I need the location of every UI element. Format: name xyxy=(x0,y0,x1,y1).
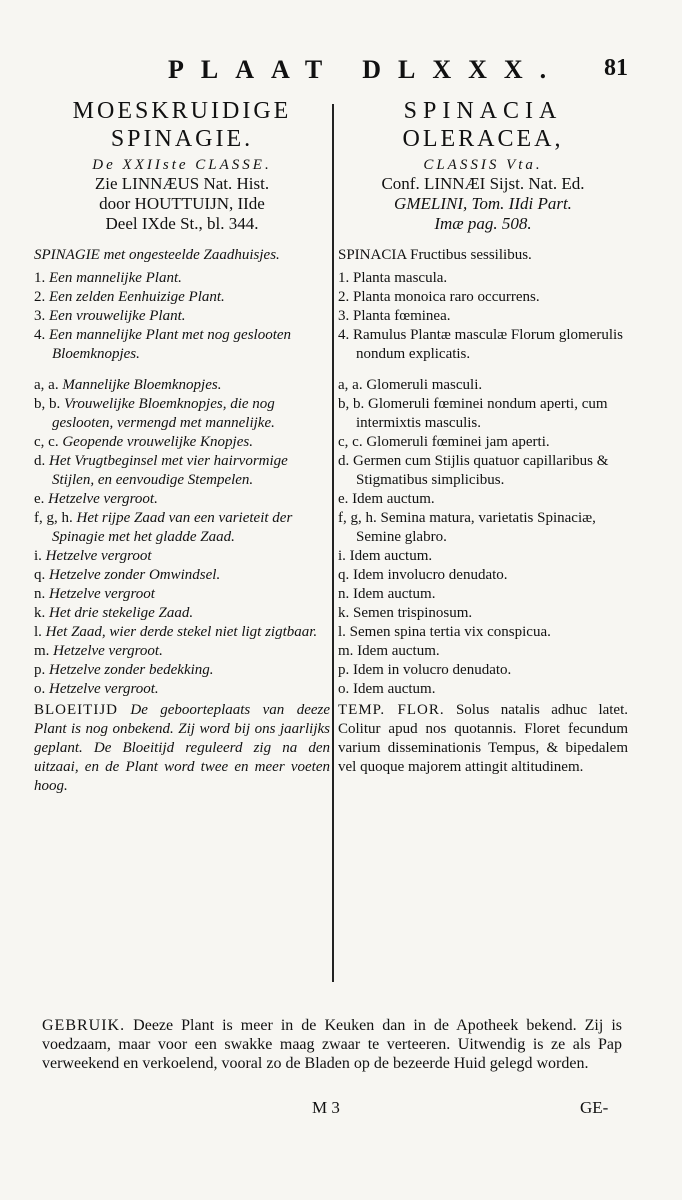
figure-entry xyxy=(338,547,628,566)
figure-text: Hetzelve zonder Omwindsel. xyxy=(49,567,221,583)
figure-entry xyxy=(338,509,628,547)
figure-entry xyxy=(34,604,330,623)
figure-text: Semen spina tertia vix conspicua. xyxy=(349,624,551,640)
figure-text: Mannelijke Bloemknopjes. xyxy=(62,377,222,393)
figure-key: f, g, h. xyxy=(34,510,73,526)
figure-entry xyxy=(34,452,330,490)
figure-entry xyxy=(34,680,330,699)
figure-entry xyxy=(338,623,628,642)
page-header xyxy=(0,55,682,89)
figure-text: Geopende vrouwelijke Knopjes. xyxy=(62,434,253,450)
figure-entry xyxy=(34,395,330,433)
figure-text: Glomeruli fœminei jam aperti. xyxy=(366,434,550,450)
figure-key: k. xyxy=(338,605,350,621)
figure-text: Idem in volucro denudato. xyxy=(353,662,512,678)
figure-entry xyxy=(34,433,330,452)
page-number: 81 xyxy=(604,55,628,81)
figure-text: Planta mascula. xyxy=(353,270,448,286)
dutch-ref-line2: door HOUTTUIJN, IIde xyxy=(99,194,265,213)
figure-entry xyxy=(338,376,628,395)
figure-key: p. xyxy=(34,662,46,678)
figure-key: 3. xyxy=(34,308,46,324)
figure-entry xyxy=(34,585,330,604)
figure-entry xyxy=(34,288,330,307)
figure-text: Vrouwelijke Bloemknopjes, die nog geslooten, vermengd met mannelijke. xyxy=(52,396,275,431)
figure-text: Hetzelve vergroot xyxy=(49,586,155,602)
figure-text: Glomeruli fœminei nondum aperti, cum intermixtis masculis. xyxy=(356,396,608,431)
figure-text: Planta monoica raro occurrens. xyxy=(353,289,540,305)
figure-text: Idem auctum. xyxy=(353,586,436,602)
figure-key: k. xyxy=(34,605,46,621)
figure-text: Een mannelijke Plant met nog geslooten Bloemknopjes. xyxy=(49,327,292,362)
latin-description: SPINACIA Fructibus sessilibus. xyxy=(338,247,532,263)
dutch-column xyxy=(34,97,330,796)
figure-text: Een vrouwelijke Plant. xyxy=(49,308,186,324)
figure-key: 3. xyxy=(338,308,350,324)
figure-entry xyxy=(338,269,628,288)
dutch-classe: De XXIIste CLASSE. xyxy=(92,157,272,173)
figure-entry xyxy=(34,269,330,288)
figure-text: Hetzelve vergroot. xyxy=(48,491,158,507)
gebruik-label: GEBRUIK. xyxy=(42,1017,126,1034)
figure-key: l. xyxy=(34,624,42,640)
figure-text: Glomeruli masculi. xyxy=(366,377,483,393)
figure-text: Hetzelve vergroot xyxy=(45,548,152,564)
figure-entry xyxy=(34,661,330,680)
figure-key: c, c. xyxy=(34,434,59,450)
figure-key: 2. xyxy=(338,289,350,305)
figure-key: c, c. xyxy=(338,434,363,450)
figure-text: Een mannelijke Plant. xyxy=(49,270,182,286)
figure-text: Hetzelve zonder bedekking. xyxy=(49,662,214,678)
figure-text: Het Vrugtbeginsel met vier hairvormige Stijlen, en eenvoudige Stempelen. xyxy=(49,453,288,488)
figure-entry xyxy=(34,376,330,395)
latin-ref-line2: GMELINI, Tom. IIdi Part. xyxy=(394,194,572,213)
latin-temp-flor xyxy=(338,701,628,777)
gebruik-paragraph xyxy=(42,1016,622,1073)
figure-entry xyxy=(338,661,628,680)
figure-text: Semen trispinosum. xyxy=(353,605,473,621)
figure-text: Hetzelve vergroot. xyxy=(53,643,163,659)
figure-text: Germen cum Stijlis quatuor capillaribus & Stigmatibus simplicibus. xyxy=(353,453,609,488)
figure-key: o. xyxy=(34,681,46,697)
figure-key: m. xyxy=(338,643,354,659)
dutch-figures-b xyxy=(34,376,330,699)
figure-entry xyxy=(338,680,628,699)
figure-entry xyxy=(338,433,628,452)
page-footer xyxy=(0,1098,682,1120)
latin-classis: CLASSIS Vta. xyxy=(423,157,543,173)
figure-key: a, a. xyxy=(338,377,363,393)
figure-key: b, b. xyxy=(338,396,365,412)
dutch-ref-line3: Deel IXde St., bl. 344. xyxy=(105,214,259,233)
figure-text: Ramulus Plantæ masculæ Florum glomerulis nondum explicatis. xyxy=(353,327,623,362)
figure-key: i. xyxy=(338,548,346,564)
figure-key: b, b. xyxy=(34,396,61,412)
figure-key: i. xyxy=(34,548,42,564)
figure-entry xyxy=(338,604,628,623)
figure-text: Hetzelve vergroot. xyxy=(49,681,159,697)
figure-key: 1. xyxy=(34,270,46,286)
figure-key: m. xyxy=(34,643,50,659)
latin-title-line1: SPINACIA xyxy=(403,98,563,124)
latin-ref-line1: Conf. LINNÆI Sijst. Nat. Ed. xyxy=(381,174,585,193)
bloeitijd-label: BLOEITIJD xyxy=(34,702,118,718)
figure-entry xyxy=(338,307,628,326)
gebruik-text: Deeze Plant is meer in de Keuken dan in de Apotheek bekend. Zij is voedzaam, maar voor een swakke maag zwaar te verteeren. Uitwendig is ze als Pap verweekend en verkoelend, vooral zo de Bladen op de bezeerde Huid gelegd worden. xyxy=(42,1017,623,1072)
figure-text: Een zelden Eenhuizige Plant. xyxy=(49,289,225,305)
latin-column xyxy=(338,97,628,777)
figure-entry xyxy=(338,585,628,604)
signature-mark: M 3 xyxy=(312,1098,340,1117)
dutch-title-line2: SPINAGIE. xyxy=(110,126,254,152)
figure-entry xyxy=(34,642,330,661)
figure-key: n. xyxy=(34,586,46,602)
bloeitijd-text: De geboorteplaats van deeze Plant is nog onbekend. Zij word bij ons jaarlijks geplant. De Bloeitijd reguleerd zig na den uitzaai, en de Plant word twee en meer voeten hoog. xyxy=(34,702,331,794)
dutch-description: SPINAGIE met ongesteelde Zaadhuisjes. xyxy=(34,247,280,263)
figure-entry xyxy=(34,547,330,566)
figure-entry xyxy=(34,307,330,326)
figure-key: e. xyxy=(34,491,45,507)
figure-entry xyxy=(338,395,628,433)
dutch-figures-a xyxy=(34,269,330,364)
figure-entry xyxy=(34,509,330,547)
dutch-ref-line1: Zie LINNÆUS Nat. Hist. xyxy=(94,174,270,193)
temp-flor-label: TEMP. FLOR. xyxy=(338,702,445,718)
figure-entry xyxy=(338,452,628,490)
latin-figures-a xyxy=(338,269,628,364)
figure-key: 4. xyxy=(338,327,350,343)
figure-key: f, g, h. xyxy=(338,510,377,526)
figure-key: 4. xyxy=(34,327,46,343)
figure-key: o. xyxy=(338,681,350,697)
figure-key: q. xyxy=(338,567,350,583)
figure-key: a, a. xyxy=(34,377,59,393)
figure-text: Idem auctum. xyxy=(353,681,436,697)
figure-key: d. xyxy=(34,453,46,469)
figure-key: e. xyxy=(338,491,349,507)
figure-entry xyxy=(34,490,330,509)
figure-entry xyxy=(338,566,628,585)
figure-key: q. xyxy=(34,567,46,583)
figure-key: p. xyxy=(338,662,350,678)
column-divider xyxy=(332,104,334,982)
figure-text: Idem auctum. xyxy=(352,491,435,507)
latin-ref-line3: Imæ pag. 508. xyxy=(434,214,532,233)
figure-key: l. xyxy=(338,624,346,640)
figure-text: Idem auctum. xyxy=(349,548,433,564)
figure-text: Idem involucro denudato. xyxy=(353,567,508,583)
latin-title-line2: OLERACEA, xyxy=(402,126,564,152)
latin-figures-b xyxy=(338,376,628,699)
dutch-title-line1: MOESKRUIDIGE xyxy=(72,98,292,124)
catchword: GE- xyxy=(580,1098,609,1117)
figure-text: Het rijpe Zaad van een varieteit der Spinagie met het gladde Zaad. xyxy=(52,510,293,545)
temp-flor-text: Solus natalis adhuc latet. Colitur apud nos quotannis. Floret fecundum varium disseminationis Tempus, & bipedalem vel quoque majorem attingit altitudinem. xyxy=(338,702,629,775)
figure-entry xyxy=(338,326,628,364)
figure-text: Het drie stekelige Zaad. xyxy=(49,605,194,621)
figure-entry xyxy=(338,642,628,661)
figure-text: Planta fœminea. xyxy=(353,308,451,324)
figure-text: Het Zaad, wier derde stekel niet ligt zigtbaar. xyxy=(45,624,318,640)
figure-key: 2. xyxy=(34,289,46,305)
figure-key: n. xyxy=(338,586,350,602)
figure-text: Semina matura, varietatis Spinaciæ, Semine glabro. xyxy=(356,510,596,545)
figure-key: d. xyxy=(338,453,350,469)
plate-title: PLAAT DLXXX. xyxy=(168,55,564,84)
figure-entry xyxy=(34,326,330,364)
figure-entry xyxy=(338,288,628,307)
dutch-bloeitijd xyxy=(34,701,330,796)
figure-text: Idem auctum. xyxy=(357,643,440,659)
figure-key: 1. xyxy=(338,270,350,286)
figure-entry xyxy=(34,566,330,585)
figure-entry xyxy=(34,623,330,642)
figure-entry xyxy=(338,490,628,509)
